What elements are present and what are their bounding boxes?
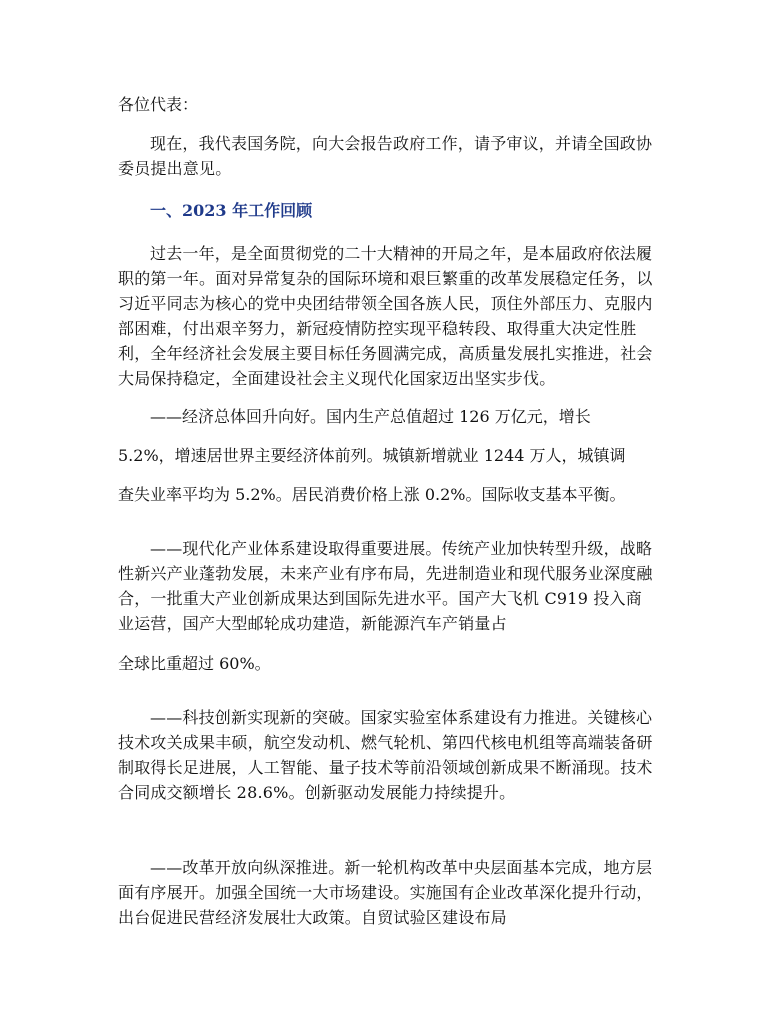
reform-paragraph: ——改革开放向纵深推进。新一轮机构改革中央层面基本完成，地方层面有序展开。加强全国统一大市场建设。实施国有企业改革深化提升行动，出台促进民营经济发展壮大政策。自贸试验区建设布局 <box>118 858 653 927</box>
salutation: 各位代表： <box>118 95 199 114</box>
tech-paragraph: ——科技创新实现新的突破。国家实验室体系建设有力推进。关键核心技术攻关成果丰硕，航空发动机、燃气轮机、第四代核电机组等高端装备研制取得长足进展，人工智能、量子技术等前沿领域创新成果不断涌现。技术合同成交额增长 28.6%。创新驱动发展能力持续提升。 <box>118 708 653 802</box>
intro-paragraph: 现在，我代表国务院，向大会报告政府工作，请予审议，并请全国政协委员提出意见。 <box>118 134 653 178</box>
economy-line-1: ——经济总体回升向好。国内生产总值超过 126 万亿元，增长 <box>150 407 591 426</box>
economy-line-3: 查失业率平均为 5.2%。居民消费价格上涨 0.2%。国际收支基本平衡。 <box>118 485 626 504</box>
section-heading: 一、2023 年工作回顾 <box>150 201 313 220</box>
economy-line-2: 5.2%，增速居世界主要经济体前列。城镇新增就业 1244 万人，城镇调 <box>118 446 626 465</box>
industry-last-line: 全球比重超过 60%。 <box>118 654 271 673</box>
overview-paragraph: 过去一年，是全面贯彻党的二十大精神的开局之年，是本届政府依法履职的第一年。面对异常复杂的国际环境和艰巨繁重的改革发展稳定任务，以习近平同志为核心的党中央团结带领全国各族人民，顶住外部压力、克服内部困难，付出艰辛努力，新冠疫情防控实现平稳转段、取得重大决定性胜利，全年经济社会发展主要目标任务圆满完成，高质量发展扎实推进，社会大局保持稳定，全面建设社会主义现代化国家迈出坚实步伐。 <box>118 244 653 388</box>
industry-paragraph: ——现代化产业体系建设取得重要进展。传统产业加快转型升级，战略性新兴产业蓬勃发展，未来产业有序布局，先进制造业和现代服务业深度融合，一批重大产业创新成果达到国际先进水平。国产大飞机 C919 投入商业运营，国产大型邮轮成功建造，新能源汽车产销量占 <box>118 539 653 633</box>
